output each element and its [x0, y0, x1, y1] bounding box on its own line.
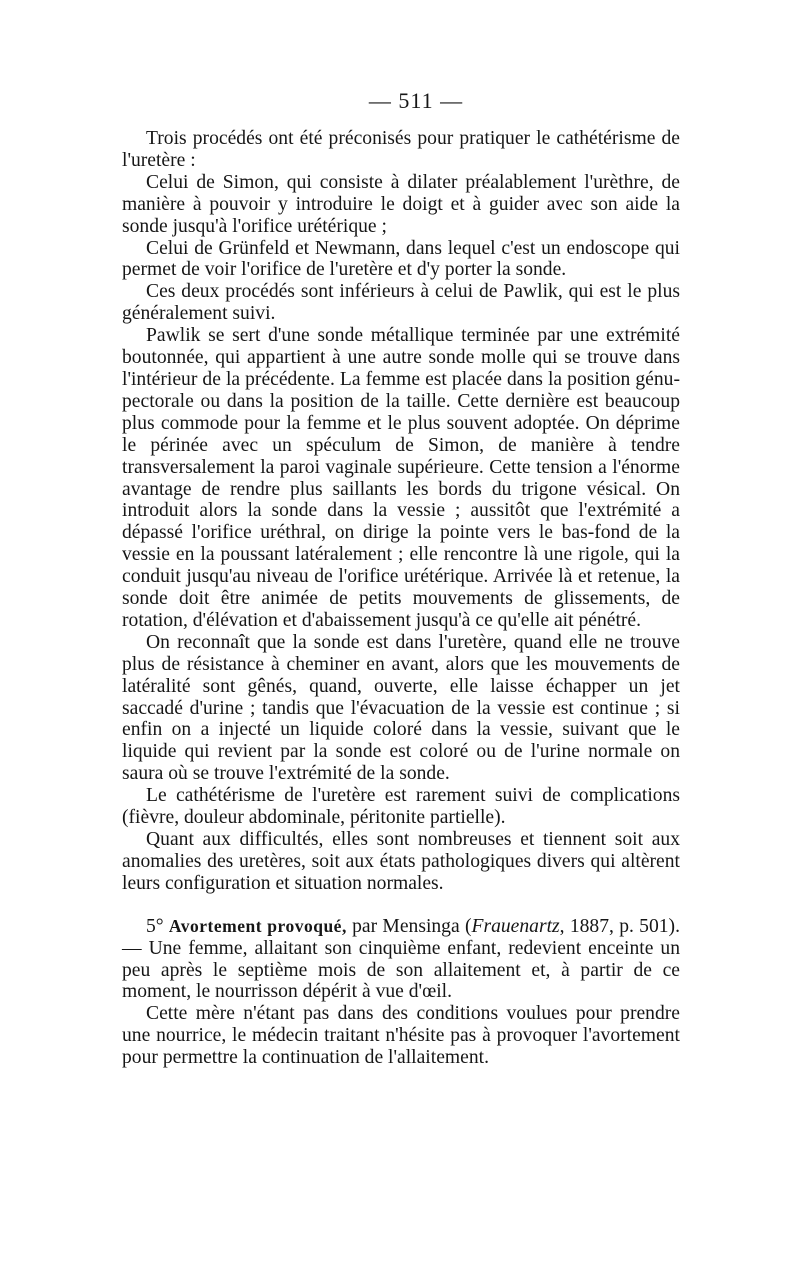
section-ref-journal: Frauenartz	[471, 915, 560, 937]
page-body	[122, 88, 680, 1069]
section-title: Avortement provoqué,	[168, 915, 347, 936]
page-number: — 511 —	[368, 88, 464, 113]
paragraph-8: Quant aux difficultés, elles sont nombreuses et tiennent soit aux anomalies des uretères, soit aux états pathologiques divers qui altèrent leurs configuration et situation normales.	[122, 829, 680, 894]
paragraph-4: Ces deux procédés sont inférieurs à celui de Pawlik, qui est le plus généralement suivi.	[122, 281, 680, 325]
paragraph-3: Celui de Grünfeld et Newmann, dans lequel c'est un endoscope qui permet de voir l'orifice de l'uretère et d'y porter la sonde.	[122, 237, 680, 281]
section-ref-pre: par Mensinga (	[346, 915, 472, 937]
section-paragraph	[122, 916, 680, 1004]
paragraph-7: Le cathétérisme de l'uretère est rarement suivi de complications (fièvre, douleur abdominale, péritonite partielle).	[122, 785, 680, 829]
section-paragraph-2: Cette mère n'étant pas dans des conditions voulues pour prendre une nourrice, le médecin traitant n'hésite pas à provoquer l'avortement pour permettre la continuation de l'allaitement.	[122, 1003, 680, 1069]
paragraph-2: Celui de Simon, qui consiste à dilater préalablement l'urèthre, de manière à pouvoir y introduire le doigt et à guider avec son aide la sonde jusqu'à l'orifice urétérique ;	[122, 171, 680, 237]
section-ref-post: , 1887, p. 501). — Une femme, allaitant son cinquième enfant, redevient enceinte un peu après le septième mois de son allaitement et, à partir de ce moment, le nourrisson dépérit à vue d'œil.	[122, 915, 680, 1003]
paragraph-5: Pawlik se sert d'une sonde métallique terminée par une extrémité boutonnée, qui appartient à une autre sonde molle qui se trouve dans l'intérieur de la précédente. La femme est placée dans la position génu-pectorale ou dans la position de la taille. Cette dernière est beaucoup plus commode pour la femme et le plus souvent adoptée. On déprime le périnée avec un spéculum de Simon, de manière à tendre transversalement la paroi vaginale supérieure. Cette tension a l'énorme avantage de rendre plus saillants les bords du trigone vésical. On introduit alors la sonde dans la vessie ; aussitôt que l'extrémité a dépassé l'orifice uréthral, on dirige la pointe vers le bas-fond de la vessie en la poussant latéralement ; elle rencontre là une rigole, qui la conduit jusqu'au niveau de l'orifice urétérique. Arrivée là et retenue, la sonde doit être animée de petits mouvements de glissements, de rotation, d'élévation et d'abaissement jusqu'à ce qu'elle ait pénétré.	[122, 325, 680, 631]
paragraph-1: Trois procédés ont été préconisés pour pratiquer le cathétérisme de l'uretère :	[122, 128, 680, 171]
section-number: 5°	[146, 915, 164, 937]
paragraph-6: On reconnaît que la sonde est dans l'uretère, quand elle ne trouve plus de résistance à cheminer en avant, alors que les mouvements de latéralité sont gênés, quand, ouverte, elle laisse échapper un jet saccadé d'urine ; tandis que l'évacuation de la vessie est continue ; si enfin on a injecté un liquide coloré dans la vessie, suivant que le liquide qui revient par la sonde est coloré ou de l'urine normale on saura où se trouve l'extrémité de la sonde.	[122, 631, 680, 785]
